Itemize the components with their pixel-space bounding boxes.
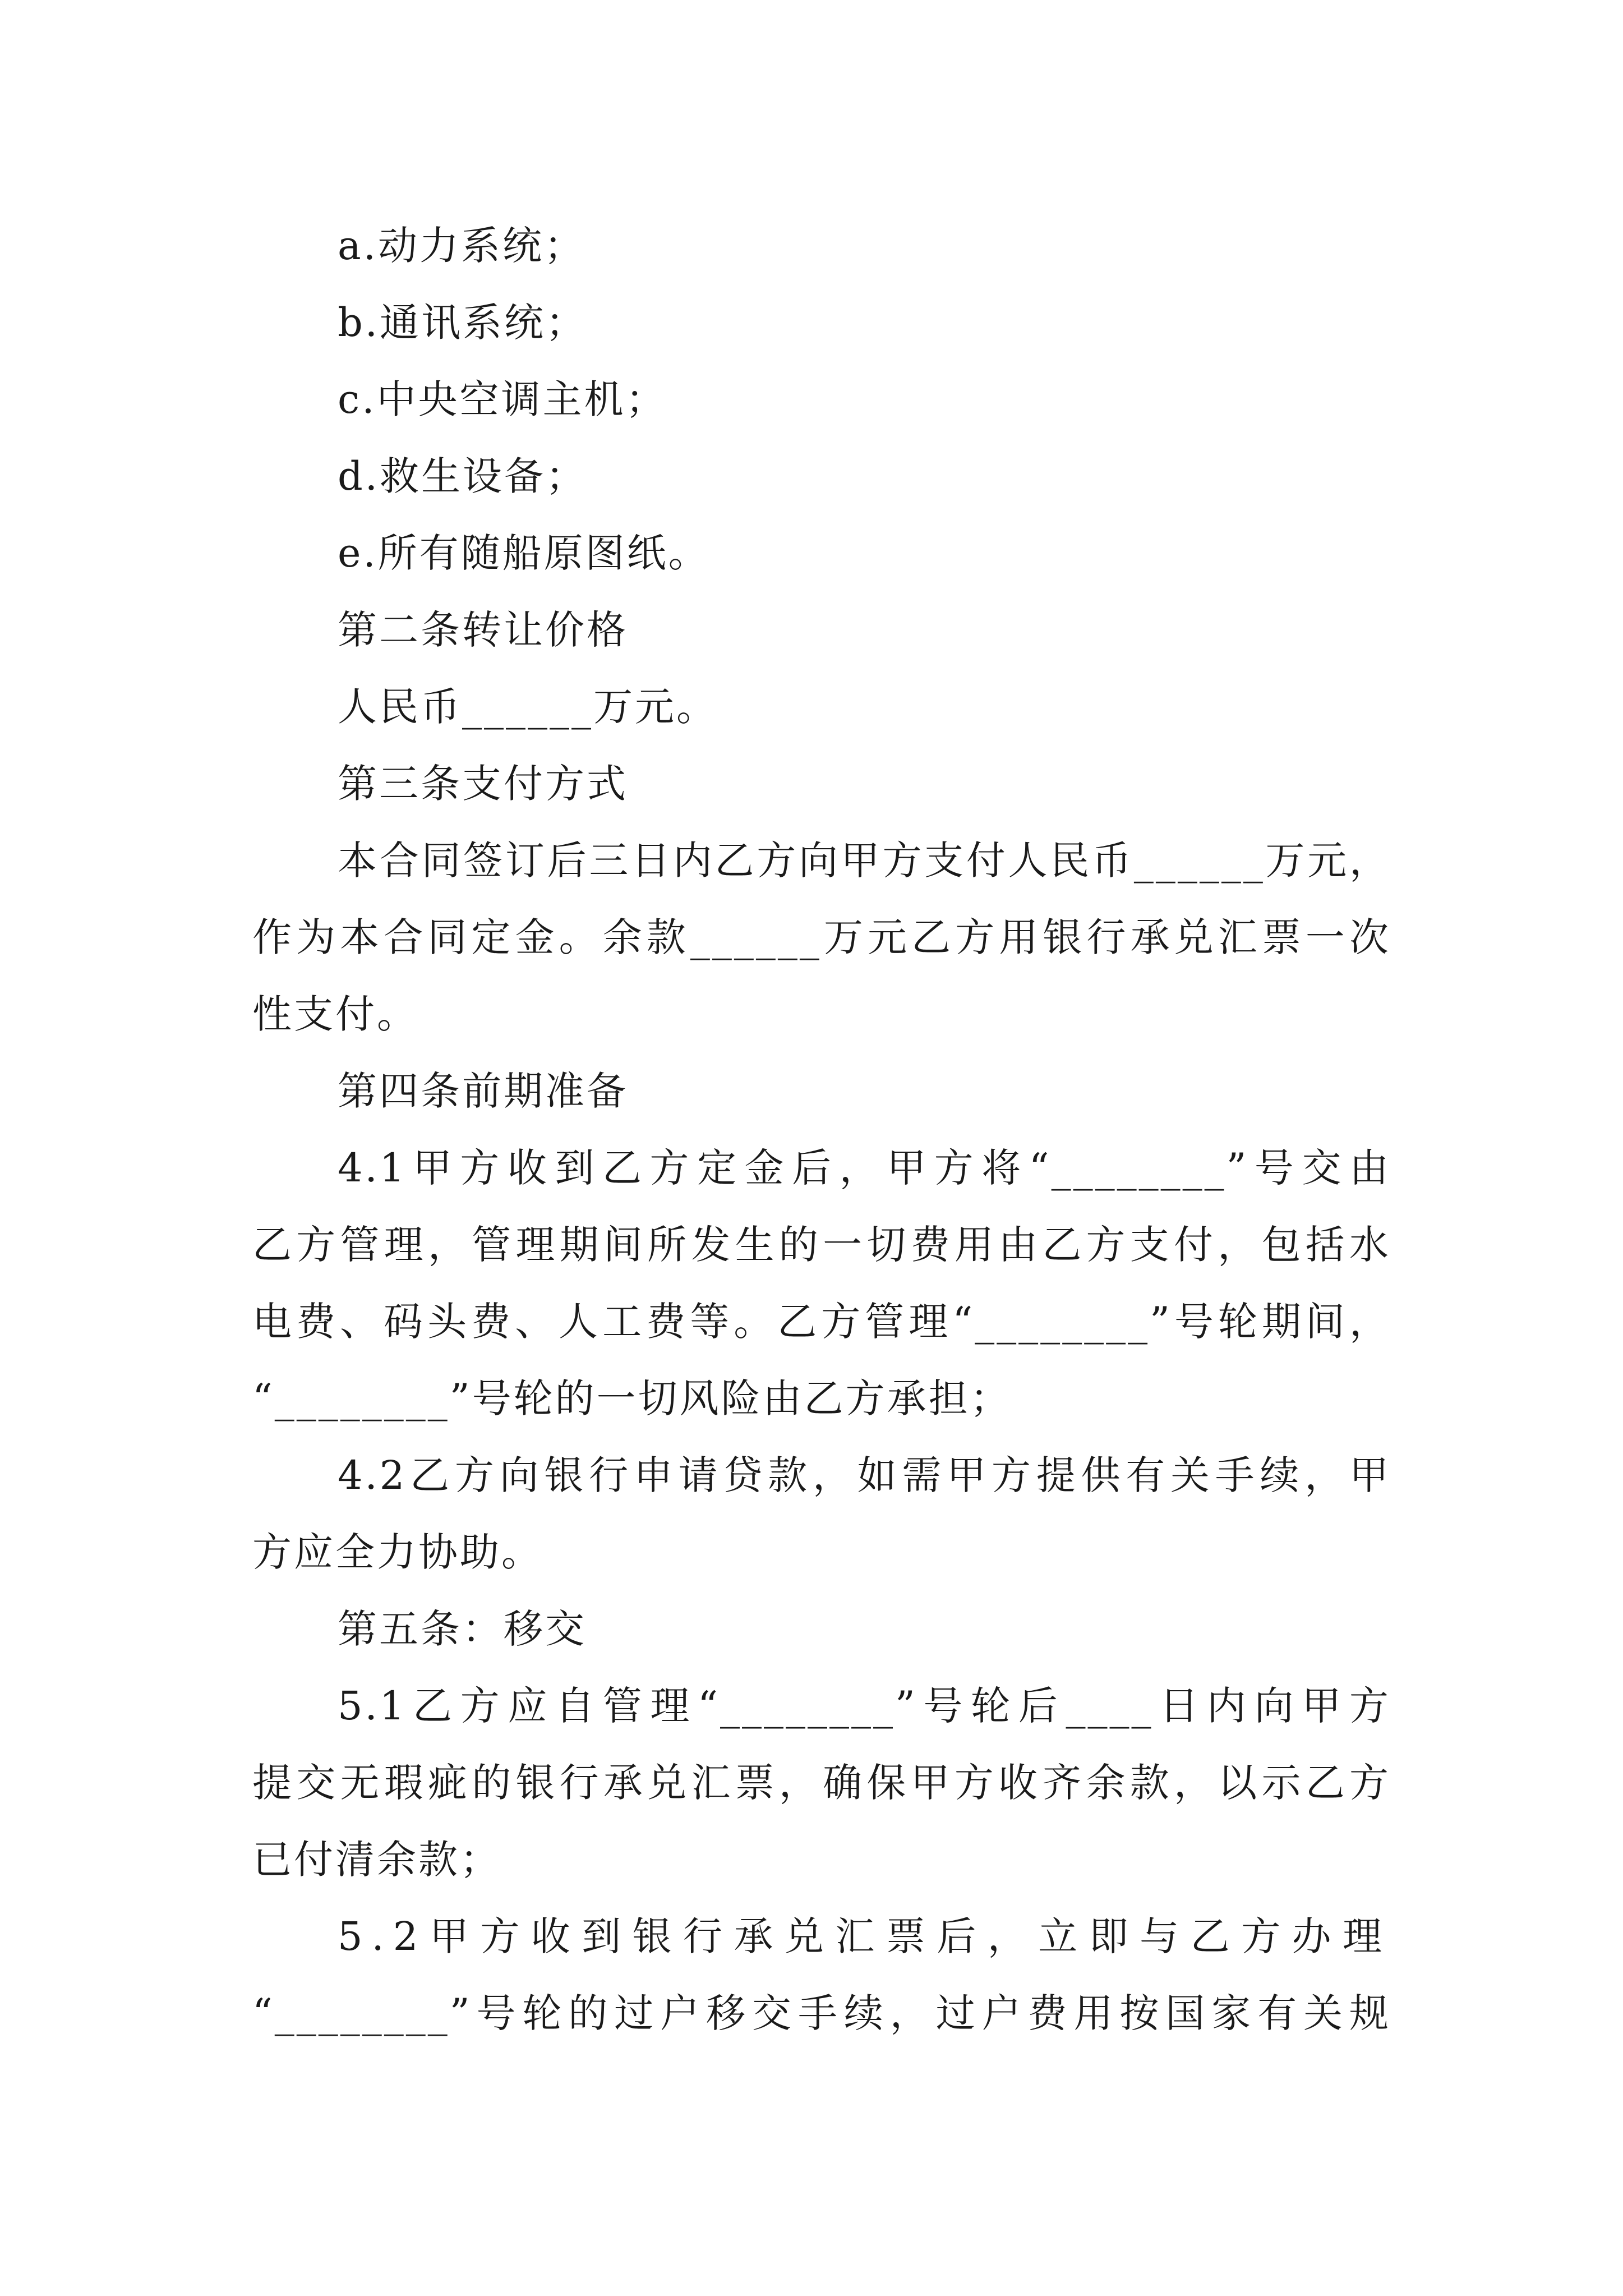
document-body <box>252 208 1391 2052</box>
paragraph-line: 提交无瑕疵的银行承兑汇票，确保甲方收齐余款，以示乙方 <box>252 1760 1391 1806</box>
paragraph-line: 5.1乙方应自管理“________”号轮后____日内向甲方 <box>338 1683 1391 1729</box>
paragraph-line: 5.2甲方收到银行承兑汇票后，立即与乙方办理 <box>338 1913 1391 1959</box>
section-heading-3: 第三条支付方式 <box>338 761 628 807</box>
paragraph-line: 本合同签订后三日内乙方向甲方支付人民币______万元， <box>338 838 1391 884</box>
paragraph-line: 方应全力协助。 <box>252 1529 543 1575</box>
paragraph-line: 4.1甲方收到乙方定金后，甲方将“________”号交由 <box>338 1145 1391 1191</box>
section-heading-5: 第五条：移交 <box>338 1606 587 1652</box>
paragraph-line: 乙方管理，管理期间所发生的一切费用由乙方支付，包括水 <box>252 1222 1391 1268</box>
list-item-d: d.救生设备； <box>338 453 588 499</box>
list-item-b: b.通讯系统； <box>338 300 588 346</box>
paragraph-line: 已付清余款； <box>252 1837 501 1883</box>
paragraph-line: 性支付。 <box>252 991 418 1037</box>
paragraph-line: “________”号轮的一切风险由乙方承担； <box>252 1375 1012 1421</box>
list-item-e: e.所有随船原图纸。 <box>338 530 710 576</box>
paragraph-line: 人民币______万元。 <box>338 684 718 730</box>
paragraph-line: “________”号轮的过户移交手续，过户费用按国家有关规 <box>252 1990 1391 2036</box>
paragraph-line: 作为本合同定金。余款______万元乙方用银行承兑汇票一次 <box>252 914 1391 960</box>
section-heading-4: 第四条前期准备 <box>338 1068 628 1114</box>
list-item-c: c.中央空调主机； <box>338 376 667 422</box>
list-item-a: a.动力系统； <box>338 223 585 269</box>
paragraph-line: 4.2乙方向银行申请贷款，如需甲方提供有关手续，甲 <box>338 1452 1391 1498</box>
section-heading-2: 第二条转让价格 <box>338 607 628 653</box>
paragraph-line: 电费、码头费、人工费等。乙方管理“________”号轮期间， <box>252 1299 1391 1345</box>
